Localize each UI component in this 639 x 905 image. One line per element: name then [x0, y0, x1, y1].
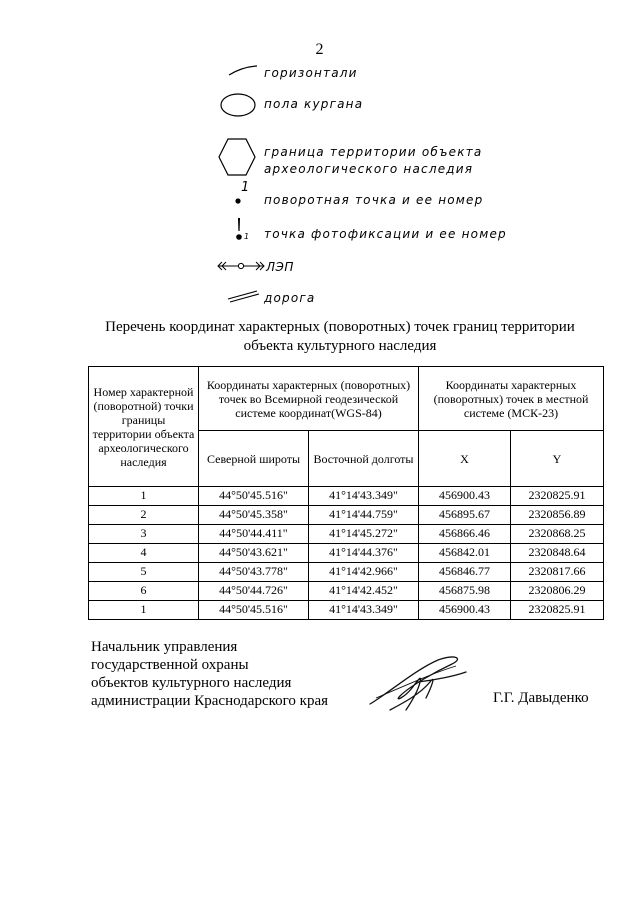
cell-latitude: 44°50'44.726" [199, 582, 309, 601]
page-number: 2 [315, 41, 324, 58]
signatory-line-1: Начальник управления [91, 639, 238, 655]
mound-outline-icon [218, 92, 258, 118]
cell-latitude: 44°50'45.516" [199, 601, 309, 620]
header-y: Y [511, 431, 604, 487]
header-wgs84: Координаты характерных (поворотных) точек во Всемирной геодезической системе координат(WGS-84) [199, 367, 419, 431]
title-line-1: Перечень координат характерных (поворотных) точек границ территории [105, 319, 575, 335]
power-line-icon [216, 260, 266, 272]
cell-y: 2320806.29 [511, 582, 604, 601]
table-row [89, 563, 604, 582]
coordinates-title [60, 318, 620, 356]
cell-y: 2320856.89 [511, 506, 604, 525]
signatory-name: Г.Г. Давыденко [493, 690, 589, 706]
table-row [89, 582, 604, 601]
territory-boundary-icon [216, 136, 258, 180]
signatory-line-3: объектов культурного наследия [91, 675, 292, 691]
cell-latitude: 44°50'43.778" [199, 563, 309, 582]
cell-longitude: 41°14'44.376" [309, 544, 419, 563]
cell-longitude: 41°14'42.452" [309, 582, 419, 601]
cell-x: 456900.43 [419, 487, 511, 506]
legend-label-boundary-2: археологического наследия [264, 162, 474, 176]
table-row [89, 487, 604, 506]
header-point-number: Номер характерной (поворотной) точки границы территории объекта археологического наследия [89, 367, 199, 487]
cell-y: 2320848.64 [511, 544, 604, 563]
signatory-position [91, 638, 328, 710]
cell-number: 6 [89, 582, 199, 601]
table-row [89, 601, 604, 620]
cell-number: 1 [89, 487, 199, 506]
photo-point-icon [234, 217, 244, 243]
road-icon [226, 289, 260, 303]
cell-x: 456875.98 [419, 582, 511, 601]
turn-point-number: 1 [241, 180, 250, 195]
header-local-system: Координаты характерных (поворотных) точек в местной системе (МСК-23) [419, 367, 604, 431]
signatory-line-2: государственной охраны [91, 657, 249, 673]
cell-latitude: 44°50'43.621" [199, 544, 309, 563]
cell-x: 456895.67 [419, 506, 511, 525]
cell-latitude: 44°50'45.516" [199, 487, 309, 506]
cell-x: 456846.77 [419, 563, 511, 582]
cell-longitude: 41°14'42.966" [309, 563, 419, 582]
table-row [89, 525, 604, 544]
legend-label-road: дорога [264, 291, 316, 305]
cell-longitude: 41°14'45.272" [309, 525, 419, 544]
header-east-longitude: Восточной долготы [309, 431, 419, 487]
cell-longitude: 41°14'43.349" [309, 487, 419, 506]
legend-label-turn-point: поворотная точка и ее номер [264, 193, 484, 207]
signatory-line-4: администрации Краснодарского края [91, 693, 329, 709]
cell-x: 456900.43 [419, 601, 511, 620]
legend-label-mound: пола кургана [264, 97, 364, 111]
turn-point-icon [233, 196, 243, 206]
cell-number: 1 [89, 601, 199, 620]
title-line-2: объекта культурного наследия [243, 338, 437, 354]
cell-longitude: 41°14'44.759" [309, 506, 419, 525]
handwritten-signature-icon [360, 652, 470, 716]
legend-label-boundary-1: граница территории объекта [264, 145, 483, 159]
cell-y: 2320817.66 [511, 563, 604, 582]
photo-point-number: 1 [244, 232, 250, 241]
cell-number: 4 [89, 544, 199, 563]
header-x: X [419, 431, 511, 487]
coordinates-table [88, 366, 604, 620]
cell-latitude: 44°50'45.358" [199, 506, 309, 525]
legend-label-photo-point: точка фотофиксации и ее номер [264, 227, 507, 241]
cell-y: 2320825.91 [511, 601, 604, 620]
cell-y: 2320825.91 [511, 487, 604, 506]
cell-latitude: 44°50'44.411" [199, 525, 309, 544]
cell-number: 3 [89, 525, 199, 544]
cell-number: 5 [89, 563, 199, 582]
legend-label-contours: горизонтали [264, 66, 358, 80]
cell-x: 456842.01 [419, 544, 511, 563]
cell-longitude: 41°14'43.349" [309, 601, 419, 620]
legend-label-power-line: ЛЭП [266, 260, 294, 274]
table-row [89, 544, 604, 563]
contour-line-icon [228, 64, 258, 78]
cell-y: 2320868.25 [511, 525, 604, 544]
header-north-latitude: Северной широты [199, 431, 309, 487]
cell-x: 456866.46 [419, 525, 511, 544]
cell-number: 2 [89, 506, 199, 525]
table-row [89, 506, 604, 525]
